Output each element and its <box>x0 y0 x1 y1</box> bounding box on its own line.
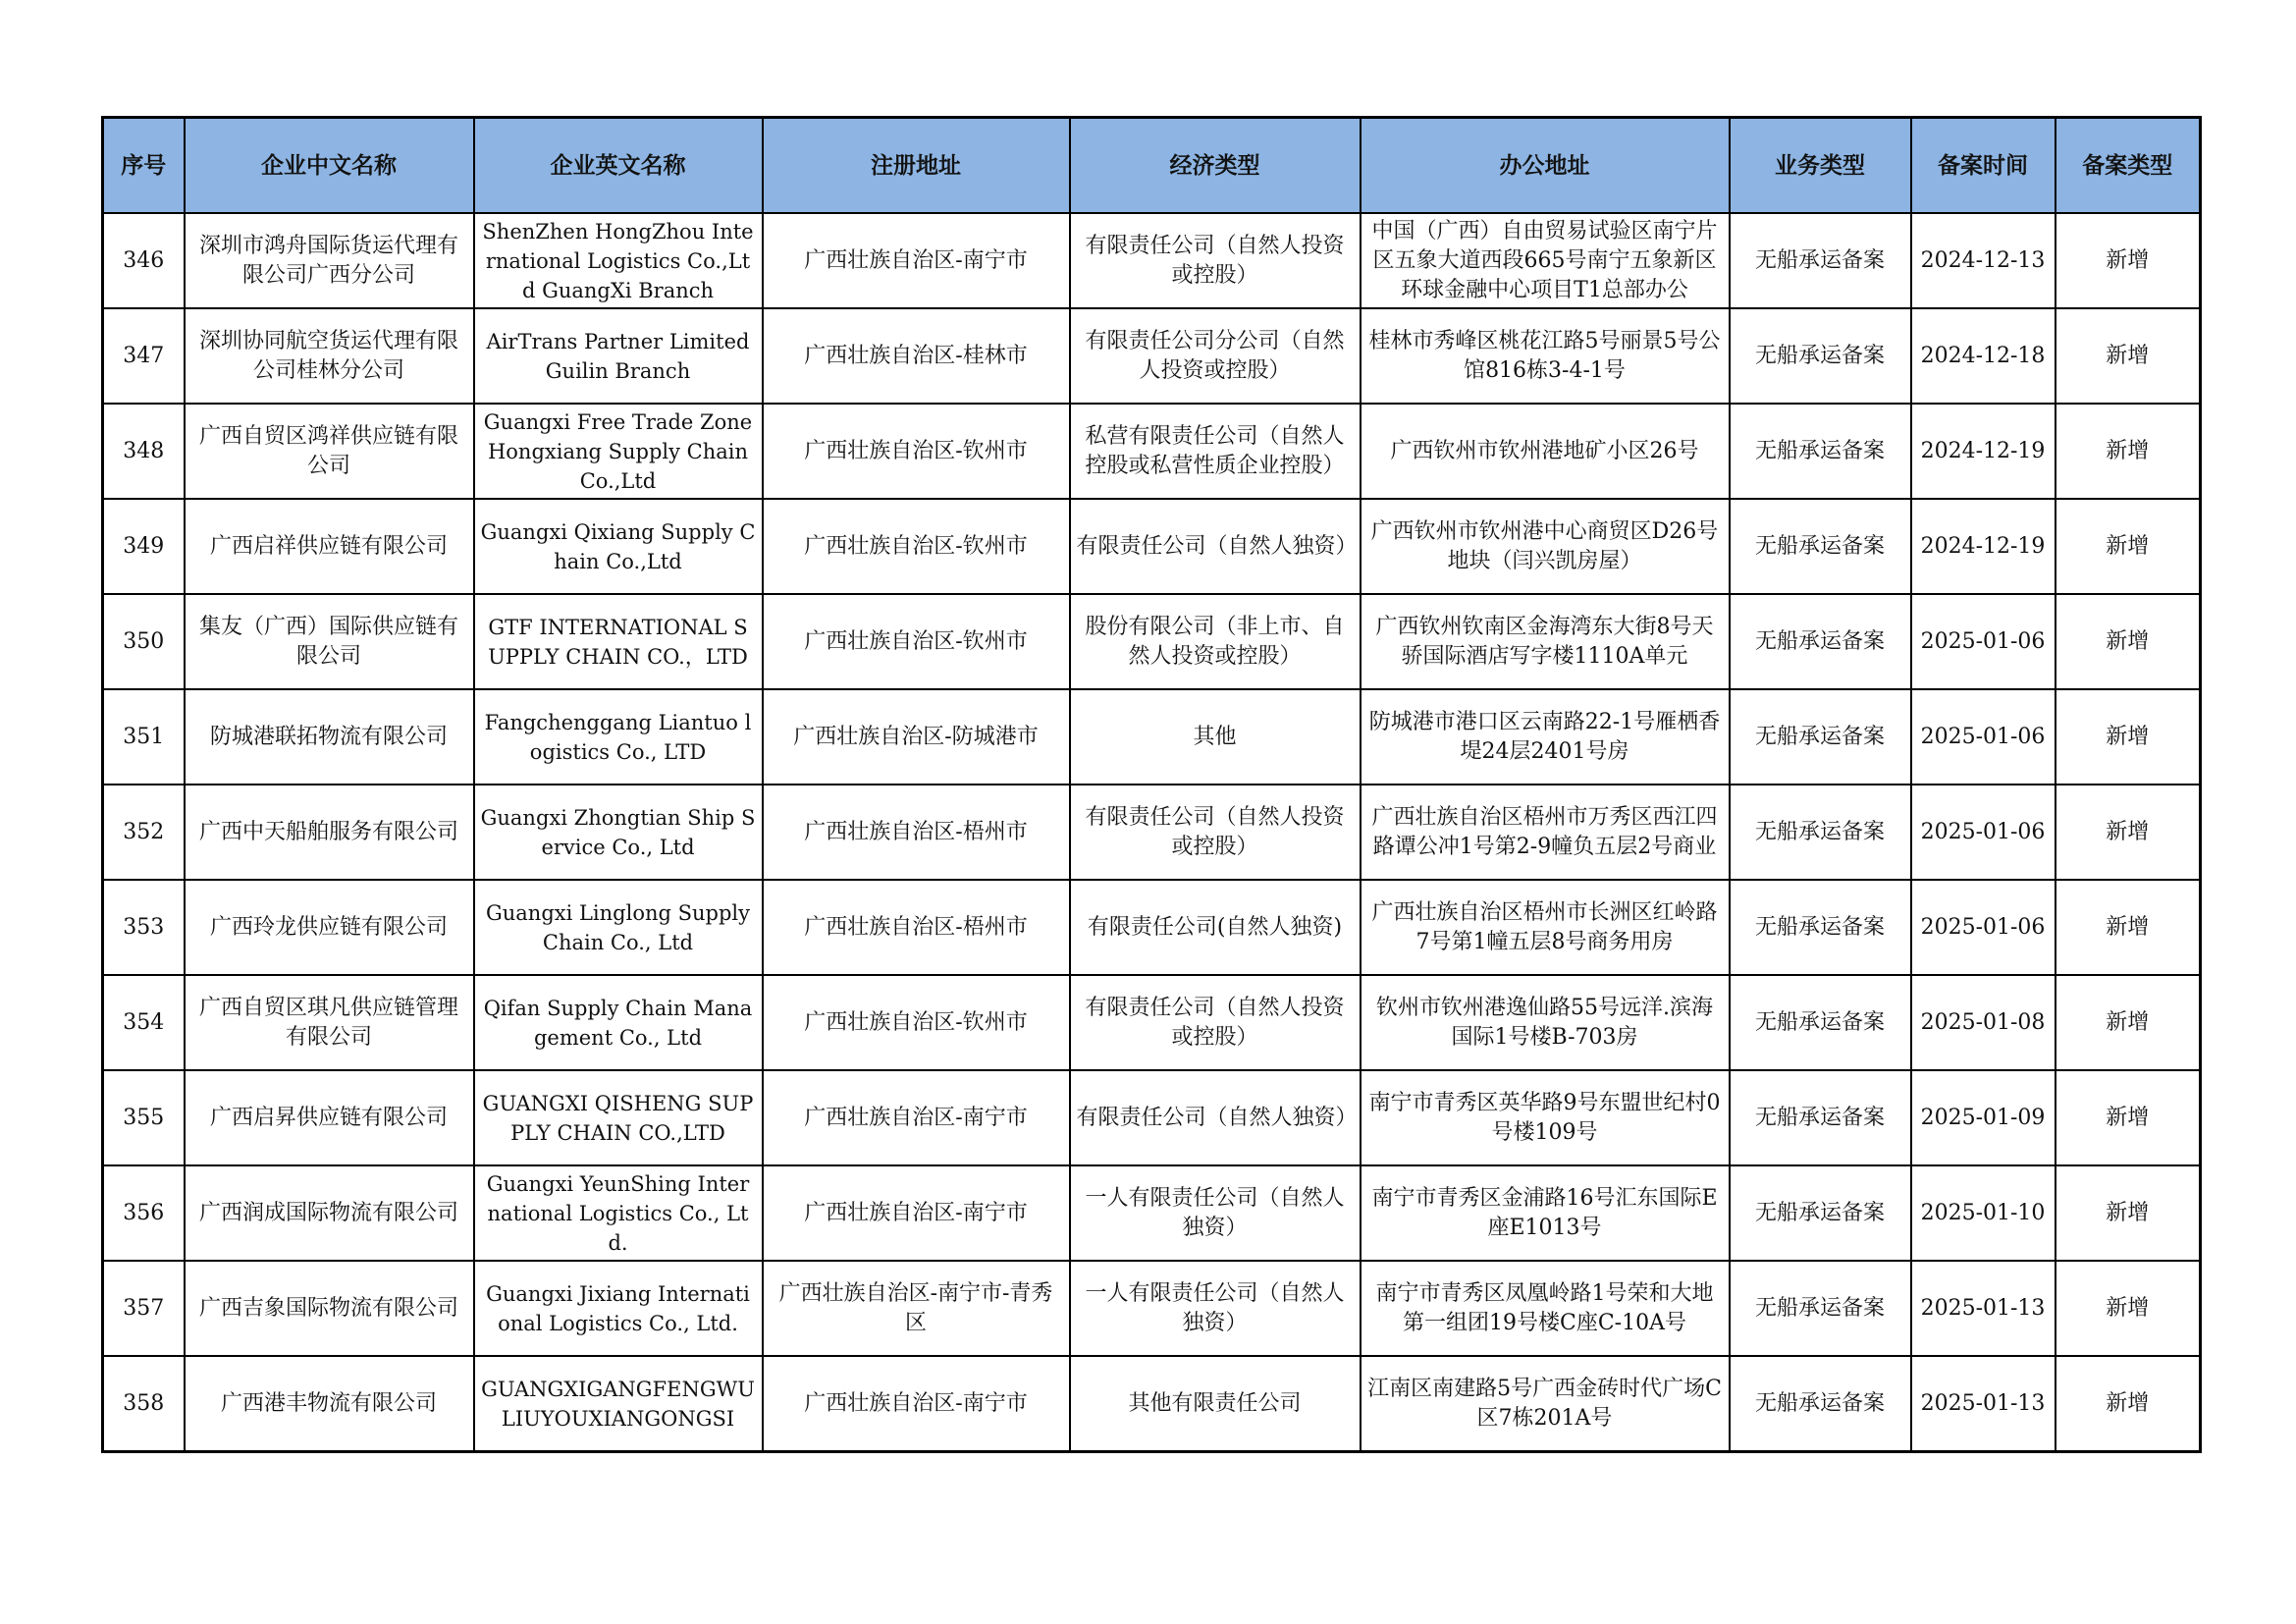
header-business-type: 业务类型 <box>1730 118 1911 214</box>
seq-no-cell: 348 <box>103 404 185 499</box>
registered-address-cell: 广西壮族自治区-钦州市 <box>763 975 1070 1070</box>
office-address-cell: 广西壮族自治区梧州市万秀区西江四路谭公冲1号第2-9幢负五层2号商业 <box>1361 785 1730 880</box>
table-body <box>103 213 2201 1452</box>
economic-type-cell: 有限责任公司（自然人投资或控股） <box>1070 213 1361 308</box>
business-type-cell: 无船承运备案 <box>1730 1070 1911 1165</box>
english-name-cell: AirTrans Partner Limited Guilin Branch <box>474 308 763 404</box>
office-address-cell: 防城港市港口区云南路22-1号雁栖香堤24层2401号房 <box>1361 689 1730 785</box>
business-type-cell: 无船承运备案 <box>1730 404 1911 499</box>
economic-type-cell: 有限责任公司（自然人投资或控股） <box>1070 785 1361 880</box>
filing-date-cell: 2025-01-13 <box>1911 1356 2056 1452</box>
table-row <box>103 880 2201 975</box>
office-address-cell: 广西壮族自治区梧州市长洲区红岭路7号第1幢五层8号商务用房 <box>1361 880 1730 975</box>
business-type-cell: 无船承运备案 <box>1730 880 1911 975</box>
office-address-cell: 江南区南建路5号广西金砖时代广场C区7栋201A号 <box>1361 1356 1730 1452</box>
chinese-name-cell: 集友（广西）国际供应链有限公司 <box>185 594 474 689</box>
business-type-cell: 无船承运备案 <box>1730 594 1911 689</box>
business-type-cell: 无船承运备案 <box>1730 1356 1911 1452</box>
office-address-cell: 南宁市青秀区英华路9号东盟世纪村0号楼109号 <box>1361 1070 1730 1165</box>
seq-no-cell: 355 <box>103 1070 185 1165</box>
business-type-cell: 无船承运备案 <box>1730 1165 1911 1261</box>
header-chinese-name: 企业中文名称 <box>185 118 474 214</box>
chinese-name-cell: 广西港丰物流有限公司 <box>185 1356 474 1452</box>
office-address-cell: 南宁市青秀区凤凰岭路1号荣和大地第一组团19号楼C座C-10A号 <box>1361 1261 1730 1356</box>
business-type-cell: 无船承运备案 <box>1730 308 1911 404</box>
filing-date-cell: 2025-01-10 <box>1911 1165 2056 1261</box>
seq-no-cell: 349 <box>103 499 185 594</box>
filing-type-cell: 新增 <box>2056 213 2201 308</box>
filing-date-cell: 2024-12-19 <box>1911 499 2056 594</box>
table-row <box>103 975 2201 1070</box>
registered-address-cell: 广西壮族自治区-南宁市 <box>763 1070 1070 1165</box>
business-type-cell: 无船承运备案 <box>1730 499 1911 594</box>
registered-address-cell: 广西壮族自治区-南宁市 <box>763 1165 1070 1261</box>
economic-type-cell: 有限责任公司（自然人投资或控股） <box>1070 975 1361 1070</box>
seq-no-cell: 350 <box>103 594 185 689</box>
business-type-cell: 无船承运备案 <box>1730 975 1911 1070</box>
seq-no-cell: 358 <box>103 1356 185 1452</box>
office-address-cell: 广西钦州市钦州港中心商贸区D26号地块（闫兴凯房屋） <box>1361 499 1730 594</box>
chinese-name-cell: 广西中天船舶服务有限公司 <box>185 785 474 880</box>
registered-address-cell: 广西壮族自治区-南宁市 <box>763 213 1070 308</box>
header-registered-address: 注册地址 <box>763 118 1070 214</box>
filing-type-cell: 新增 <box>2056 1261 2201 1356</box>
filing-type-cell: 新增 <box>2056 1165 2201 1261</box>
registered-address-cell: 广西壮族自治区-南宁市-青秀区 <box>763 1261 1070 1356</box>
english-name-cell: Guangxi Zhongtian Ship Service Co., Ltd <box>474 785 763 880</box>
filing-type-cell: 新增 <box>2056 689 2201 785</box>
table-row <box>103 1261 2201 1356</box>
business-type-cell: 无船承运备案 <box>1730 689 1911 785</box>
economic-type-cell: 有限责任公司（自然人独资） <box>1070 499 1361 594</box>
filing-date-cell: 2024-12-18 <box>1911 308 2056 404</box>
seq-no-cell: 356 <box>103 1165 185 1261</box>
filing-date-cell: 2024-12-13 <box>1911 213 2056 308</box>
chinese-name-cell: 广西启昇供应链有限公司 <box>185 1070 474 1165</box>
business-type-cell: 无船承运备案 <box>1730 1261 1911 1356</box>
filing-type-cell: 新增 <box>2056 1070 2201 1165</box>
chinese-name-cell: 防城港联拓物流有限公司 <box>185 689 474 785</box>
header-seq-no: 序号 <box>103 118 185 214</box>
filing-type-cell: 新增 <box>2056 975 2201 1070</box>
english-name-cell: GTF INTERNATIONAL SUPPLY CHAIN CO.，LTD <box>474 594 763 689</box>
registered-address-cell: 广西壮族自治区-钦州市 <box>763 594 1070 689</box>
header-office-address: 办公地址 <box>1361 118 1730 214</box>
office-address-cell: 广西钦州钦南区金海湾东大街8号天骄国际酒店写字楼1110A单元 <box>1361 594 1730 689</box>
header-economic-type: 经济类型 <box>1070 118 1361 214</box>
table-row <box>103 213 2201 308</box>
filing-type-cell: 新增 <box>2056 594 2201 689</box>
filing-records-table <box>101 116 2202 1453</box>
english-name-cell: Guangxi Linglong Supply Chain Co., Ltd <box>474 880 763 975</box>
filing-date-cell: 2025-01-06 <box>1911 689 2056 785</box>
table-row <box>103 499 2201 594</box>
seq-no-cell: 352 <box>103 785 185 880</box>
english-name-cell: Guangxi Jixiang International Logistics Co., Ltd. <box>474 1261 763 1356</box>
economic-type-cell: 一人有限责任公司（自然人独资） <box>1070 1165 1361 1261</box>
registered-address-cell: 广西壮族自治区-桂林市 <box>763 308 1070 404</box>
chinese-name-cell: 广西自贸区琪凡供应链管理有限公司 <box>185 975 474 1070</box>
header-filing-date: 备案时间 <box>1911 118 2056 214</box>
seq-no-cell: 357 <box>103 1261 185 1356</box>
economic-type-cell: 有限责任公司分公司（自然人投资或控股） <box>1070 308 1361 404</box>
registered-address-cell: 广西壮族自治区-钦州市 <box>763 404 1070 499</box>
table-header <box>103 118 2201 214</box>
filing-type-cell: 新增 <box>2056 499 2201 594</box>
table-row <box>103 1356 2201 1452</box>
chinese-name-cell: 广西润成国际物流有限公司 <box>185 1165 474 1261</box>
registered-address-cell: 广西壮族自治区-防城港市 <box>763 689 1070 785</box>
economic-type-cell: 其他 <box>1070 689 1361 785</box>
table-row <box>103 689 2201 785</box>
chinese-name-cell: 深圳市鸿舟国际货运代理有限公司广西分公司 <box>185 213 474 308</box>
english-name-cell: Guangxi Free Trade Zone Hongxiang Supply Chain Co.,Ltd <box>474 404 763 499</box>
english-name-cell: ShenZhen HongZhou International Logistics Co.,Ltd GuangXi Branch <box>474 213 763 308</box>
filing-type-cell: 新增 <box>2056 308 2201 404</box>
table-row <box>103 1165 2201 1261</box>
filing-type-cell: 新增 <box>2056 1356 2201 1452</box>
registered-address-cell: 广西壮族自治区-南宁市 <box>763 1356 1070 1452</box>
chinese-name-cell: 广西玲龙供应链有限公司 <box>185 880 474 975</box>
filing-type-cell: 新增 <box>2056 880 2201 975</box>
seq-no-cell: 347 <box>103 308 185 404</box>
chinese-name-cell: 广西自贸区鸿祥供应链有限公司 <box>185 404 474 499</box>
office-address-cell: 桂林市秀峰区桃花江路5号丽景5号公馆816栋3-4-1号 <box>1361 308 1730 404</box>
filing-date-cell: 2025-01-08 <box>1911 975 2056 1070</box>
english-name-cell: Guangxi Qixiang Supply Chain Co.,Ltd <box>474 499 763 594</box>
header-filing-type: 备案类型 <box>2056 118 2201 214</box>
economic-type-cell: 有限责任公司(自然人独资) <box>1070 880 1361 975</box>
seq-no-cell: 353 <box>103 880 185 975</box>
economic-type-cell: 私营有限责任公司（自然人控股或私营性质企业控股） <box>1070 404 1361 499</box>
economic-type-cell: 股份有限公司（非上市、自然人投资或控股） <box>1070 594 1361 689</box>
filing-date-cell: 2025-01-13 <box>1911 1261 2056 1356</box>
business-type-cell: 无船承运备案 <box>1730 213 1911 308</box>
filing-date-cell: 2024-12-19 <box>1911 404 2056 499</box>
business-type-cell: 无船承运备案 <box>1730 785 1911 880</box>
seq-no-cell: 351 <box>103 689 185 785</box>
seq-no-cell: 346 <box>103 213 185 308</box>
english-name-cell: GUANGXI QISHENG SUPPLY CHAIN CO.,LTD <box>474 1070 763 1165</box>
english-name-cell: Qifan Supply Chain Management Co., Ltd <box>474 975 763 1070</box>
table-row <box>103 308 2201 404</box>
english-name-cell: Fangchenggang Liantuo logistics Co., LTD <box>474 689 763 785</box>
office-address-cell: 钦州市钦州港逸仙路55号远洋.滨海国际1号楼B-703房 <box>1361 975 1730 1070</box>
filing-date-cell: 2025-01-06 <box>1911 880 2056 975</box>
economic-type-cell: 其他有限责任公司 <box>1070 1356 1361 1452</box>
economic-type-cell: 一人有限责任公司（自然人独资） <box>1070 1261 1361 1356</box>
filing-date-cell: 2025-01-06 <box>1911 785 2056 880</box>
office-address-cell: 广西钦州市钦州港地矿小区26号 <box>1361 404 1730 499</box>
registered-address-cell: 广西壮族自治区-梧州市 <box>763 785 1070 880</box>
table-row <box>103 1070 2201 1165</box>
registered-address-cell: 广西壮族自治区-钦州市 <box>763 499 1070 594</box>
chinese-name-cell: 广西吉象国际物流有限公司 <box>185 1261 474 1356</box>
chinese-name-cell: 深圳协同航空货运代理有限公司桂林分公司 <box>185 308 474 404</box>
english-name-cell: GUANGXIGANGFENGWULIUYOUXIANGONGSI <box>474 1356 763 1452</box>
header-row <box>103 118 2201 214</box>
seq-no-cell: 354 <box>103 975 185 1070</box>
header-english-name: 企业英文名称 <box>474 118 763 214</box>
chinese-name-cell: 广西启祥供应链有限公司 <box>185 499 474 594</box>
economic-type-cell: 有限责任公司（自然人独资） <box>1070 1070 1361 1165</box>
table-row <box>103 404 2201 499</box>
filing-type-cell: 新增 <box>2056 785 2201 880</box>
filing-date-cell: 2025-01-09 <box>1911 1070 2056 1165</box>
office-address-cell: 南宁市青秀区金浦路16号汇东国际E座E1013号 <box>1361 1165 1730 1261</box>
table-row <box>103 785 2201 880</box>
office-address-cell: 中国（广西）自由贸易试验区南宁片区五象大道西段665号南宁五象新区环球金融中心项目T1总部办公 <box>1361 213 1730 308</box>
table-row <box>103 594 2201 689</box>
english-name-cell: Guangxi YeunShing International Logistics Co., Ltd. <box>474 1165 763 1261</box>
filing-type-cell: 新增 <box>2056 404 2201 499</box>
registered-address-cell: 广西壮族自治区-梧州市 <box>763 880 1070 975</box>
filing-date-cell: 2025-01-06 <box>1911 594 2056 689</box>
